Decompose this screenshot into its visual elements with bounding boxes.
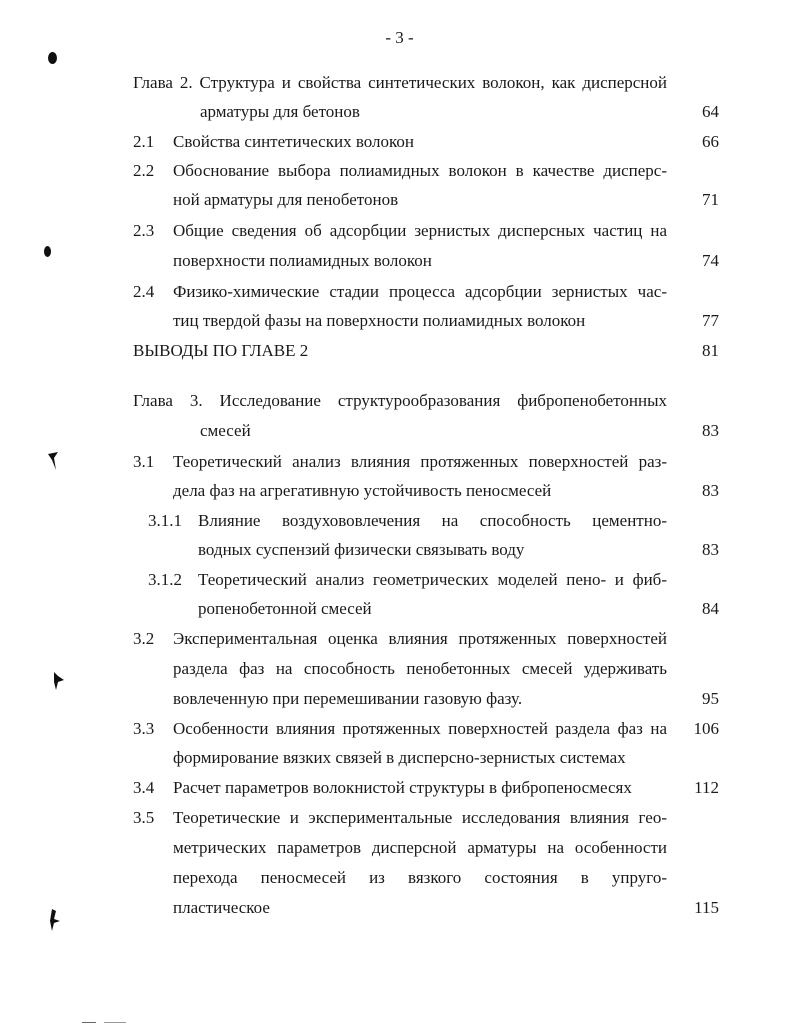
scan-speck: [82, 1022, 96, 1023]
toc-entry-line: Свойства синтетических волокон: [173, 132, 414, 151]
toc-entry-line: метрических параметров дисперсной арматуры на особенности: [173, 838, 667, 857]
toc-page-number: 71: [702, 190, 719, 209]
toc-entry-line: Обоснование выбора полиамидных волокон в качестве дисперс-: [173, 161, 667, 180]
toc-entry-line: Теоретические и экспериментальные исследования влияния гео-: [173, 808, 667, 827]
toc-section-number: 3.1: [133, 452, 155, 471]
toc-page-number: 66: [702, 132, 719, 151]
toc-entry-line: водных суспензий физически связывать воду: [198, 540, 525, 559]
toc-entry-line: дела фаз на агрегативную устойчивость пеносмесей: [173, 481, 552, 500]
toc-section-number: 2.4: [133, 282, 155, 301]
toc-section-number: 2.1: [133, 132, 155, 151]
toc-page-number: 83: [702, 540, 719, 559]
toc-entry-line: Теоретический анализ влияния протяженных поверхностей раз-: [173, 452, 667, 471]
toc-section-number: 3.3: [133, 719, 155, 738]
toc-section-number: 2.3: [133, 221, 155, 240]
toc-entry-line: арматуры для бетонов: [200, 102, 360, 121]
toc-entry-line: Физико-химические стадии процесса адсорбции зернистых час-: [173, 282, 667, 301]
toc-entry-line: Общие сведения об адсорбции зернистых дисперсных частиц на: [173, 221, 667, 240]
toc-entry-line: Расчет параметров волокнистой структуры в фибропеносмесях: [173, 778, 632, 797]
toc-page-number: 112: [694, 778, 719, 797]
page-number: - 3 -: [385, 28, 414, 47]
binder-hole-mark: [44, 246, 51, 257]
toc-page-number: 83: [702, 481, 719, 500]
toc-section-number: 3.5: [133, 808, 155, 827]
toc-entry-line: смесей: [200, 421, 251, 440]
toc-entry-line: перехода пеносмесей из вязкого состояния в упруго-: [173, 868, 667, 887]
scan-speck: [104, 1022, 126, 1023]
toc-section-number: 2.2: [133, 161, 155, 180]
scan-artifact-icon: [44, 450, 64, 472]
toc-section-number: 3.1.2: [148, 570, 182, 589]
toc-page-number: 64: [702, 102, 719, 121]
toc-entry-line: пластическое: [173, 898, 270, 917]
toc-entry-line: вовлеченную при перемешивании газовую фазу.: [173, 689, 523, 708]
scan-artifact-icon: [48, 670, 70, 692]
toc-page-number: 81: [702, 341, 719, 360]
scan-artifact-icon: [46, 907, 66, 933]
toc-entry-line: ВЫВОДЫ ПО ГЛАВЕ 2: [133, 341, 309, 360]
toc-page-number: 115: [694, 898, 719, 917]
toc-page-number: 84: [702, 599, 719, 618]
toc-entry-line: Экспериментальная оценка влияния протяженных поверхностей: [173, 629, 667, 648]
toc-page-number: 106: [693, 719, 719, 738]
toc-page-number: 77: [702, 311, 719, 330]
toc-entry-line: тиц твердой фазы на поверхности полиамидных волокон: [173, 311, 586, 330]
toc-section-number: 3.1.1: [148, 511, 182, 530]
toc-entry-line: ной арматуры для пенобетонов: [173, 190, 399, 209]
toc-entry-line: Влияние воздухововлечения на способность цементно-: [198, 511, 667, 530]
toc-page-number: 95: [702, 689, 719, 708]
toc-entry-line: поверхности полиамидных волокон: [173, 251, 432, 270]
binder-hole-mark: [48, 52, 57, 64]
toc-page-number: 83: [702, 421, 719, 440]
toc-page-number: 74: [702, 251, 719, 270]
toc-entry-line: формирование вязких связей в дисперсно-зернистых системах: [173, 748, 626, 767]
toc-entry-line: раздела фаз на способность пенобетонных смесей удерживать: [173, 659, 667, 678]
toc-section-number: 3.2: [133, 629, 155, 648]
toc-entry-line: Глава 2. Структура и свойства синтетических волокон, как дисперсной: [133, 73, 667, 92]
toc-entry-line: ропенобетонной смесей: [198, 599, 372, 618]
toc-entry-line: Теоретический анализ геометрических моделей пено- и фиб-: [198, 570, 667, 589]
toc-entry-line: Глава 3. Исследование структурообразования фибропенобетонных: [133, 391, 667, 410]
toc-entry-line: Особенности влияния протяженных поверхностей раздела фаз на: [173, 719, 667, 738]
toc-section-number: 3.4: [133, 778, 155, 797]
